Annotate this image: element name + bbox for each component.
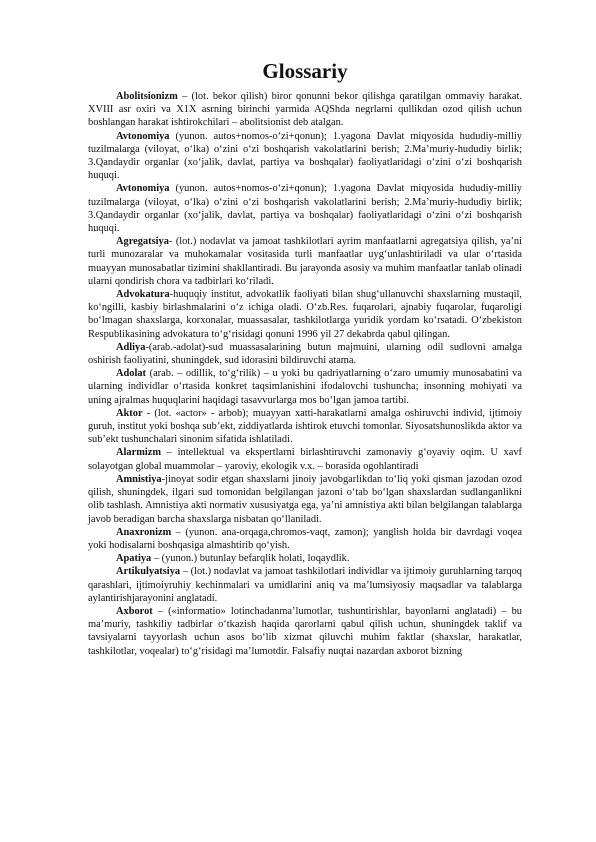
glossary-entry-advokatura [88, 288, 522, 341]
glossary-entry-alarmizm [88, 446, 522, 472]
glossary-entry-axborot [88, 605, 522, 658]
entry-term: Avtonomiya [116, 183, 170, 195]
entry-term: Agregatsiya [116, 236, 169, 248]
entry-term: Apatiya [116, 553, 152, 565]
entry-definition: (yunon. autos+nomos-o‘zi+qonun); 1.yagona Davlat miqyosida hududiy-milliy tuzilmalarga (viloyat, o‘lka) o‘zini o‘zi boshqarish vakolatlarini berish; 2.Ma’muriy-hududiy birlik; 3.Qandaydir organlar (xo‘jalik, davlat, partiya va boshqalar) faoliyatlaridagi o‘zini o‘zi boshqarish huquqi. [88, 130, 522, 182]
entry-definition: -jinoyat sodir etgan shaxslarni jinoiy javobgarlikdan to‘liq yoki qisman jazodan ozod qilish, shuningdek, ilgari sud tomonidan belgilangan jazoni o‘tab bo‘lgan shaxslardan sudlanganlikni olib tashlash. Amnistiya akti normativ xususiyatga ega, ya’ni amnistiya akti bilan belgilangan talablarga javob beradigan barcha shaxslarga nisbatan qo‘llaniladi. [88, 473, 522, 525]
entry-definition: -(arab.-adolat)-sud muassasalarining butun majmuini, ularning odil sudlovni amalga oshirish faoliyatini, shuningdek, sud idorasini bildiruvchi atama. [88, 341, 522, 367]
entry-definition: - (lot.) nodavlat va jamoat tashkilotlari ayrim manfaatlarni agregatsiya qilish, ya’ni turli munozaralar va muhokamalar vositasida turli manfaatlar uyg‘unlashtiriladi va ular o‘rtasida muayyan munosabatlar tizimini shakllantiradi. Bu jarayonda asosiy va muhim manfaatlar tanlab olinadi ularni qondirish chora va tadbirlari ko‘riladi. [88, 236, 522, 287]
entry-term: Anaxronizm [116, 526, 172, 538]
glossary-entry-apatiya [88, 552, 522, 565]
entry-term: Abolitsionizm [116, 91, 178, 102]
glossary-entry-aktor [88, 407, 522, 447]
entry-definition: – intellektual va ekspertlarni birlashtiruvchi zamonaviy g‘oyaviy oqim. U xavf solayotgan global muammolar – yaroviy, ekologik v.x. – borasida ogohlantiradi [88, 447, 522, 472]
page-title: Glossariy [262, 59, 348, 83]
entry-definition: – (lot. bekor qilish) biror qonunni bekor qilishga qaratilgan ommaviy harakat. XVIII asr oxiri va X1X asrning birinchi yarmida AQShda negrlarni qullikdan ozod qilish uchun boshlangan harakat ishtirokchilari – abolitsionist deb atalgan. [88, 91, 522, 129]
entry-term: Advokatura [116, 289, 170, 301]
glossary-entry-agregatsiya [88, 235, 522, 288]
entry-definition: - (lot. «actor» - arbob); muayyan xatti-harakatlarni amalga oshiruvchi individ, ijtimoiy guruh, institut yoki boshqa sub’ekt, ziddiyatlarda ishtirok etuvchi tomonlar. Siyosatshunoslikda aktor va sub’ekt tushunchalari sinonim sifatida ishlatiladi. [88, 407, 522, 446]
glossary-entry-abolitsionizm [88, 90, 522, 130]
entry-term: Artikulyatsiya [116, 566, 181, 578]
entry-term: Alarmizm [116, 447, 162, 459]
entry-term: Amnistiya [116, 473, 162, 485]
glossary-entry-adolat [88, 367, 522, 407]
glossary-entry-amnistiya [88, 473, 522, 526]
entry-definition: (yunon. autos+nomos-o‘zi+qonun); 1.yagona Davlat miqyosida hududiy-milliy tuzilmalarga (viloyat, o‘lka) o‘zini o‘zi boshqarish vakolatlarini berish; 2.Ma’muriy-hududiy birlik; 3.Qandaydir organlar (xo‘jalik, davlat, partiya va boshqalar) faoliyatlaridagi o‘zini o‘zi boshqarish huquqi. [88, 183, 522, 235]
entry-term: Axborot [116, 605, 153, 617]
glossary-entry-adliya [88, 341, 522, 367]
glossary-entry-artikulyatsiya [88, 565, 522, 605]
entry-term: Adliya [116, 341, 146, 353]
entry-definition: (arab. – odillik, to‘g‘rilik) – u yoki bu qadriyatlarning o‘zaro umumiy munosabatini va ularning individlar o‘rtasida konkret taqsimlanishini ifodalovchi tushuncha; insonning mohiyati va uning ajralmas huquqlarini haqidagi tasavvurlarga mos bo‘lgan jamoa tartibi. [88, 368, 522, 406]
entry-definition: – (yunon. ana-orqaga,chromos-vaqt, zamon); yanglish holda bir davrdagi voqea yoki hodisalarni boshqasiga almashtirib qo‘yish. [88, 526, 522, 551]
entry-definition: – («informatio» lotinchadanma’lumotlar, tushuntirishlar, bayonlarni anglatadi) – bu ma’muriy, tashkiliy tadbirlar o‘tkazish haqida qarorlarni qabul qilish uchun, shuningdek taklif va tavsiyalarni tayyorlash uchun asos bo‘lib xizmat qiluvchi muhim faktlar (shaxslar, harakatlar, tashkilotlar, voqealar) to‘g‘risidagi ma’lumotdir. Falsafiy nuqtai nazardan axborot bizning [88, 605, 522, 657]
glossary-page [88, 58, 522, 658]
entry-definition: – (lot.) nodavlat va jamoat tashkilotlari individlar va ijtimoiy guruhlarning tarqoq qarashlari, ijtimoiyruhiy kechinmalari va umidlarini aniq va ma’lumsiyosiy maqsadlar va talablarga aylantirishjarayonini anglatadi. [88, 566, 522, 604]
entry-term: Avtonomiya [116, 130, 170, 142]
entry-definition: – (yunon.) butunlay befarqlik holati, loqaydlik. [151, 553, 350, 565]
glossary-entry-anaxronizm [88, 526, 522, 552]
entry-term: Adolat [116, 368, 147, 380]
glossary-entry-avtonomiya [88, 130, 522, 183]
glossary-entry-avtonomiya-repeat [88, 182, 522, 235]
entry-term: Aktor [116, 407, 143, 419]
entry-definition: -huquqiy institut, advokatlik faoliyati bilan shug‘ullanuvchi shaxslarning mustaqil, ko‘ngilli, kasbiy birlashmalarini o‘z ichiga oladi. O‘zb.Res. fuqarolari, ajnabiy fuqarolar, fuqaroligi bo‘lmagan shaxslarga, korxonalar, muassasalar, tashkilotlarga yuridik yordam ko‘rsatadi. O‘zbekiston Respublikasining advokatura to‘g‘risidagi qonuni 1996 yil 27 dekabrda qabul qilingan. [88, 289, 522, 340]
